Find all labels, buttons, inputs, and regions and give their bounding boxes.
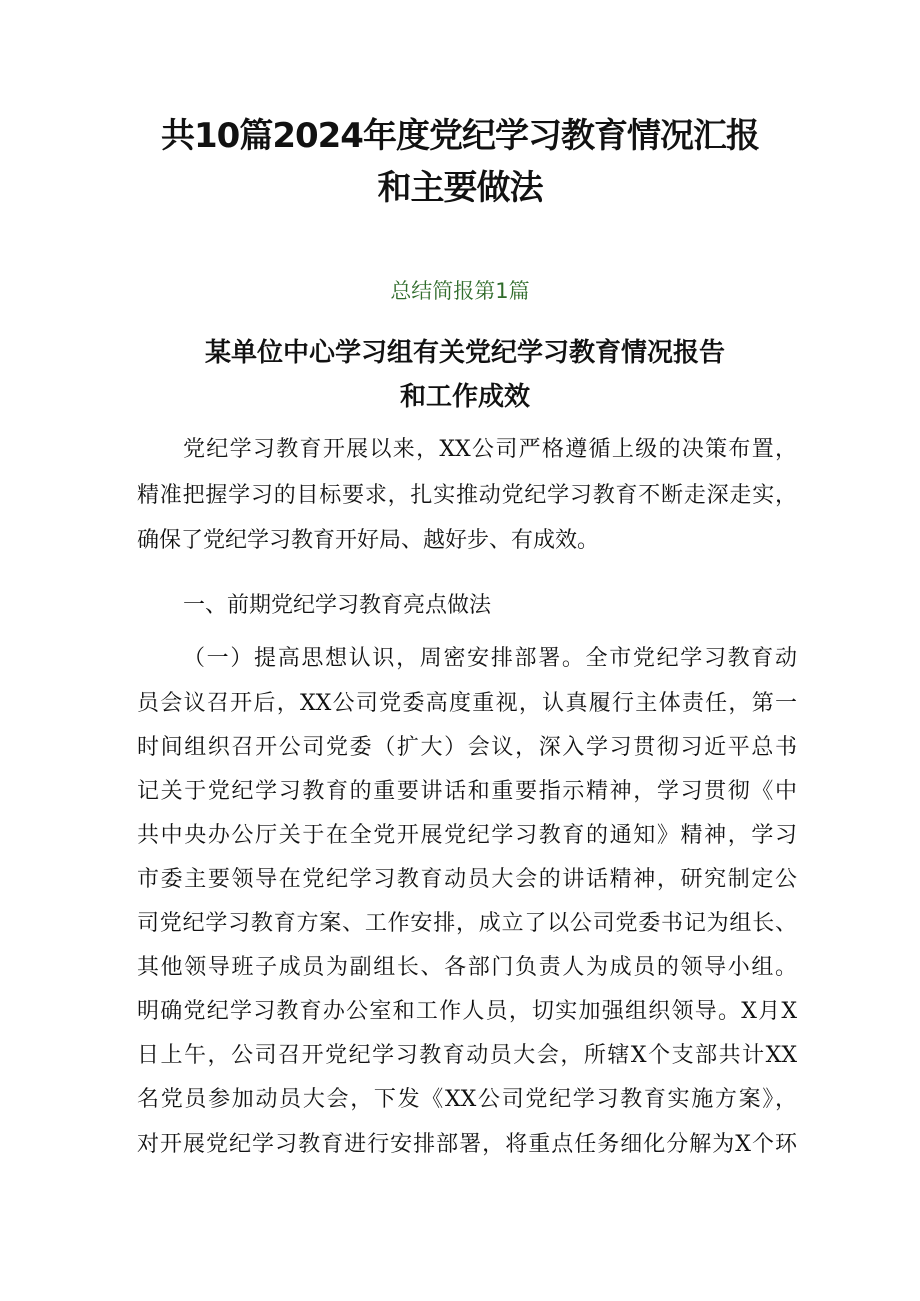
body-line: 市委主要领导在党纪学习教育动员大会的讲话精神，研究制定公 — [137, 867, 797, 892]
intro-line: 党纪学习教育开展以来，XX公司严格遵循上级的决策布置， — [183, 437, 797, 462]
body-line: 明确党纪学习教育办公室和工作人员，切实加强组织领导。X月X — [137, 999, 797, 1024]
body-line: 对开展党纪学习教育进行安排部署，将重点任务细化分解为X个环 — [137, 1132, 797, 1157]
body-line: 其他领导班子成员为副组长、各部门负责人为成员的领导小组。 — [137, 955, 797, 980]
body-line: 日上午，公司召开党纪学习教育动员大会，所辖X个支部共计XX — [137, 1043, 797, 1068]
body-line: 名党员参加动员大会，下发《XX公司党纪学习教育实施方案》， — [137, 1087, 797, 1112]
body-line: （一）提高思想认识，周密安排部署。全市党纪学习教育动 — [183, 646, 797, 671]
report-subtitle-line-2: 和工作成效 — [399, 382, 530, 412]
intro-line: 确保了党纪学习教育开好局、越好步、有成效。 — [137, 528, 600, 553]
intro-line: 精准把握学习的目标要求，扎实推动党纪学习教育不断走深走实， — [137, 483, 797, 508]
report-subtitle-line-1: 某单位中心学习组有关党纪学习教育情况报告 — [204, 338, 725, 368]
body-line: 共中央办公厅关于在全党开展党纪学习教育的通知》精神，学习 — [137, 823, 797, 848]
body-line: 记关于党纪学习教育的重要讲话和重要指示精神，学习贯彻《中 — [137, 779, 797, 804]
body-line: 时间组织召开公司党委（扩大）会议，深入学习贯彻习近平总书 — [137, 735, 797, 760]
body-line: 员会议召开后，XX公司党委高度重视，认真履行主体责任，第一 — [137, 691, 797, 716]
body-line: 司党纪学习教育方案、工作安排，成立了以公司党委书记为组长、 — [137, 911, 797, 936]
document-title-line-2: 和主要做法 — [377, 168, 543, 208]
section-tag: 总结简报第1篇 — [390, 279, 530, 303]
document-title-line-1: 共10篇2024年度党纪学习教育情况汇报 — [161, 116, 759, 156]
section-heading-1: 一、前期党纪学习教育亮点做法 — [183, 593, 492, 618]
